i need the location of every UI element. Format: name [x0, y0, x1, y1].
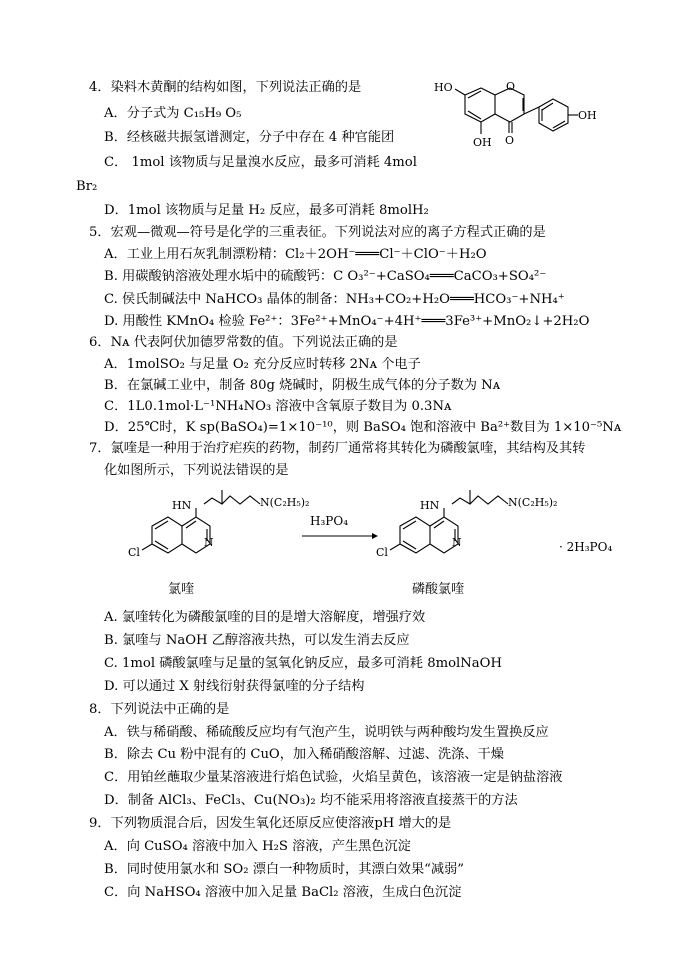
q8-option-d: D．制备 AlCl₃、FeCl₃、Cu(NO₃)₂ 均不能采用将溶液直接蒸干的方法 [104, 793, 518, 808]
svg-text:N: N [204, 536, 214, 549]
svg-text:OH: OH [578, 109, 597, 122]
svg-text:N(C₂H₅)₂: N(C₂H₅)₂ [508, 496, 558, 509]
q9-stem: 9．下列物质混合后，因发生氧化还原反应使溶液pH 增大的是 [89, 816, 452, 831]
q5-option-c: C. 侯氏制碱法中 NaHCO₃ 晶体的制备：NH₃+CO₂+H₂O═══HCO₃⁻+NH₄⁺ [104, 292, 565, 307]
q8-option-a: A．铁与稀硝酸、稀硫酸反应均有气泡产生，说明铁与两种酸均发生置换反应 [104, 725, 549, 740]
q4-option-c-cont: Br₂ [76, 179, 98, 194]
q7-option-c: C. 1mol 磷酸氯喹与足量的氢氧化钠反应，最多可消耗 8molNaOH [104, 656, 502, 671]
reaction-reagent: H₃PO₄ [310, 514, 348, 528]
q8-option-b: B．除去 Cu 粉中混有的 CuO，加入稀硝酸溶解、过滤、洗涤、干燥 [104, 747, 504, 762]
svg-text:Cl: Cl [128, 546, 140, 559]
q6-option-a: A．1molSO₂ 与足量 O₂ 充分反应时转移 2Nᴀ 个电子 [104, 357, 421, 372]
chloroquine-phosphate-structure [360, 484, 560, 576]
q7-option-a: A. 氯喹转化为磷酸氯喹的目的是增大溶解度，增强疗效 [104, 610, 426, 625]
q5-option-a: A．工业上用石灰乳制漂粉精：Cl₂＋2OH⁻═══Cl⁻＋ClO⁻＋H₂O [104, 247, 487, 262]
q4-stem: 4．染料木黄酮的结构如图，下列说法正确的是 [89, 80, 362, 95]
q7-option-b: B. 氯喹与 NaOH 乙醇溶液共热，可以发生消去反应 [104, 633, 410, 648]
q7-stem-line1: 7．氯喹是一种用于治疗疟疾的药物，制药厂通常将其转化为磷酸氯喹，其结构及其转 [89, 441, 586, 456]
svg-text:N: N [452, 536, 462, 549]
q8-stem: 8．下列说法中正确的是 [89, 702, 230, 717]
q6-stem: 6．Nᴀ 代表阿伏加德罗常数的值。下列说法正确的是 [89, 335, 398, 350]
svg-text:OH: OH [473, 136, 492, 149]
chloroquine-structure [112, 484, 310, 576]
q6-option-d: D．25℃时，K sp(BaSO₄)=1×10⁻¹⁰，则 BaSO₄ 饱和溶液中 Ba²⁺数目为 1×10⁻⁵Nᴀ [104, 420, 622, 435]
q5-option-b: B. 用碳酸钠溶液处理水垢中的硫酸钙：C O₃²⁻+CaSO₄═══CaCO₃+SO₄²⁻ [104, 269, 547, 284]
svg-text:N(C₂H₅)₂: N(C₂H₅)₂ [260, 496, 310, 509]
q4-option-b: B．经核磁共振氢谱测定，分子中存在 4 种官能团 [104, 130, 395, 145]
q5-option-d: D. 用酸性 KMnO₄ 检验 Fe²⁺：3Fe²⁺+MnO₄⁻+4H⁺═══3Fe³⁺+MnO₂↓+2H₂O [104, 314, 590, 329]
q8-option-c: C．用铂丝蘸取少量某溶液进行焰色试验，火焰呈黄色，该溶液一定是钠盐溶液 [104, 770, 563, 785]
q7-option-d: D. 可以通过 X 射线衍射获得氯喹的分子结构 [104, 679, 365, 694]
q9-option-b: B．同时使用氯水和 SO₂ 漂白一种物质时，其漂白效果“减弱” [104, 862, 465, 877]
svg-text:O: O [506, 80, 516, 93]
svg-text:Cl: Cl [376, 546, 388, 559]
caption-chloroquine-phosphate: 磷酸氯喹 [412, 582, 465, 597]
svg-text:HO: HO [434, 81, 453, 94]
q4-option-c: C． 1mol 该物质与足量溴水反应，最多可消耗 4mol [104, 155, 417, 170]
caption-chloroquine: 氯喹 [168, 582, 195, 597]
q7-stem-line2: 化如图所示，下列说法错误的是 [104, 463, 289, 478]
salt-formula: · 2H₃PO₄ [559, 540, 613, 554]
q9-option-a: A．向 CuSO₄ 溶液中加入 H₂S 溶液，产生黑色沉淀 [104, 839, 411, 854]
q4-option-d: D．1mol 该物质与足量 H₂ 反应，最多可消耗 8molH₂ [104, 203, 429, 218]
q6-option-b: B．在氯碱工业中，制备 80g 烧碱时，阴极生成气体的分子数为 Nᴀ [104, 378, 501, 393]
svg-text:HN: HN [172, 499, 192, 512]
svg-text:O: O [505, 134, 515, 147]
genistein-structure [432, 78, 612, 158]
q9-option-c: C．向 NaHSO₄ 溶液中加入足量 BaCl₂ 溶液，生成白色沉淀 [104, 885, 462, 900]
q5-stem: 5．宏观—微观—符号是化学的三重表征。下列说法对应的离子方程式正确的是 [89, 225, 546, 240]
q4-option-a: A．分子式为 C₁₅H₉ O₅ [104, 106, 242, 121]
q6-option-c: C．1L0.1mol·L⁻¹NH₄NO₃ 溶液中含氧原子数目为 0.3Nᴀ [104, 399, 452, 414]
svg-text:HN: HN [420, 499, 440, 512]
